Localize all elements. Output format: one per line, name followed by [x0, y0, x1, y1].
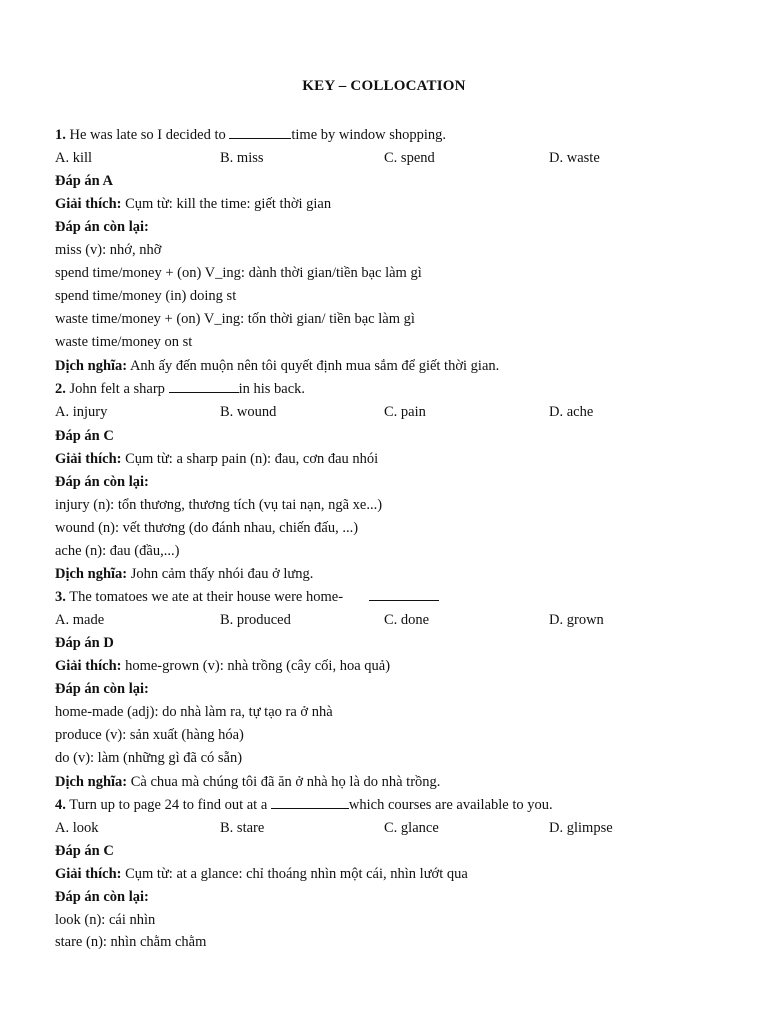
answer-blank	[169, 380, 239, 393]
remaining-item: home-made (adj): do nhà làm ra, tự tạo ra ở nhà	[55, 704, 333, 720]
remaining-item: look (n): cái nhìn	[55, 912, 156, 928]
option-c: C. spend	[384, 150, 435, 166]
remaining-item: injury (n): tổn thương, thương tích (vụ tai nạn, ngã xe...)	[55, 497, 383, 513]
option-d: D. grown	[549, 612, 604, 628]
remaining-item: ache (n): đau (đầu,...)	[55, 543, 180, 559]
answer-key: Đáp án C	[55, 843, 114, 859]
option-a: A. injury	[55, 404, 108, 420]
question-2: 2. John felt a sharp in his back.	[55, 381, 306, 397]
option-a: A. kill	[55, 150, 93, 166]
explanation: Giải thích: Cụm từ: a sharp pain (n): đau, cơn đau nhói	[55, 451, 379, 467]
option-c: C. pain	[384, 404, 426, 420]
answer-blank	[229, 126, 291, 139]
answer-key: Đáp án D	[55, 635, 114, 651]
remaining-answers-heading: Đáp án còn lại:	[55, 219, 149, 235]
option-d: D. glimpse	[549, 820, 613, 836]
option-a: A. look	[55, 820, 99, 836]
remaining-item: spend time/money (in) doing st	[55, 288, 237, 304]
remaining-item: waste time/money + (on) V_ing: tốn thời gian/ tiền bạc làm gì	[55, 311, 415, 327]
remaining-item: miss (v): nhớ, nhỡ	[55, 242, 162, 258]
remaining-item: do (v): làm (những gì đã có sẵn)	[55, 750, 243, 766]
remaining-item: wound (n): vết thương (do đánh nhau, chiến đấu, ...)	[55, 520, 359, 536]
question-1: 1. He was late so I decided to time by window shopping.	[55, 127, 447, 143]
option-b: B. wound	[220, 404, 277, 420]
option-d: D. ache	[549, 404, 594, 420]
question-3: 3. The tomatoes we ate at their house were home-	[55, 588, 439, 606]
answer-key: Đáp án A	[55, 173, 114, 189]
option-b: B. stare	[220, 820, 265, 836]
remaining-item: stare (n): nhìn chằm chằm	[55, 934, 207, 950]
option-a: A. made	[55, 612, 105, 628]
answer-blank	[271, 796, 349, 809]
remaining-answers-heading: Đáp án còn lại:	[55, 889, 149, 905]
explanation: Giải thích: Cụm từ: kill the time: giết thời gian	[55, 196, 332, 212]
answer-blank	[369, 588, 439, 601]
translation: Dịch nghĩa: Cà chua mà chúng tôi đã ăn ở nhà họ là do nhà trồng.	[55, 774, 441, 790]
explanation: Giải thích: Cụm từ: at a glance: chỉ thoáng nhìn một cái, nhìn lướt qua	[55, 866, 468, 882]
remaining-item: waste time/money on st	[55, 334, 193, 350]
remaining-answers-heading: Đáp án còn lại:	[55, 474, 149, 490]
option-b: B. produced	[220, 612, 291, 628]
remaining-item: produce (v): sản xuất (hàng hóa)	[55, 727, 244, 743]
option-d: D. waste	[549, 150, 600, 166]
question-4: 4. Turn up to page 24 to find out at a which courses are available to you.	[55, 797, 553, 813]
option-b: B. miss	[220, 150, 264, 166]
translation: Dịch nghĩa: John cảm thấy nhói đau ở lưng.	[55, 566, 314, 582]
option-c: C. done	[384, 612, 430, 628]
explanation: Giải thích: home-grown (v): nhà trồng (cây cối, hoa quả)	[55, 658, 391, 674]
page-title: KEY – COLLOCATION	[302, 78, 466, 94]
answer-key: Đáp án C	[55, 428, 114, 444]
option-c: C. glance	[384, 820, 439, 836]
translation: Dịch nghĩa: Anh ấy đến muộn nên tôi quyết định mua sắm để giết thời gian.	[55, 358, 500, 374]
remaining-answers-heading: Đáp án còn lại:	[55, 681, 149, 697]
remaining-item: spend time/money + (on) V_ing: dành thời gian/tiền bạc làm gì	[55, 265, 422, 281]
